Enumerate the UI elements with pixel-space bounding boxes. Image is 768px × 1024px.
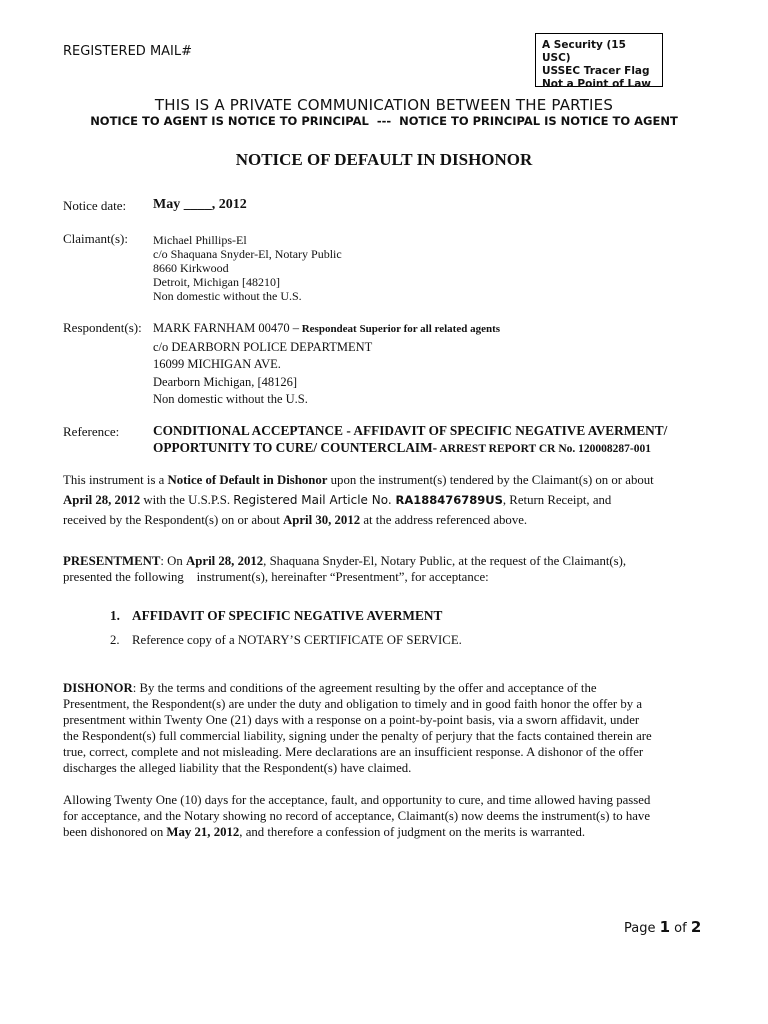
registered-mail-article-text: Registered Mail Article No. [233,493,396,507]
security-box [535,33,663,90]
reference-line-2 [153,439,667,458]
list-item-text: Reference copy of a NOTARY’S CERTIFICATE OF SERVICE. [132,633,462,647]
claimant-line: Michael Phillips-El [153,233,247,247]
respondent-address [153,320,500,409]
document-title: NOTICE OF DEFAULT IN DISHONOR [235,150,533,169]
text-run: been dishonored on [63,825,167,839]
claimant-line: c/o Shaquana Snyder-El, Notary Public [153,247,342,261]
text-run: : On [160,554,187,568]
reference-line: CONDITIONAL ACCEPTANCE - AFFIDAVIT OF SPECIFIC NEGATIVE AVERMENT/ [153,423,668,438]
security-box-line: Not a Point of Law [542,78,651,90]
dishonor-date: May 21, 2012 [166,825,240,839]
claimant-line: Non domestic without the U.S. [153,289,302,303]
page-word: Page [624,921,660,936]
text-run: This instrument is a [63,473,168,487]
claimant-address [153,233,342,303]
registered-mail-label: REGISTERED MAIL# [63,44,193,59]
claimant-line: Detroit, Michigan [48210] [153,275,280,289]
article-number: RA188476789US [395,493,503,507]
respondent-line: 16099 MICHIGAN AVE. [153,357,281,371]
list-item-text: AFFIDAVIT OF SPECIFIC NEGATIVE AVERMENT [132,608,443,623]
text-run: upon the instrument(s) tendered by the Claimant(s) on or about [327,473,654,487]
agent-principal-line: NOTICE TO AGENT IS NOTICE TO PRINCIPAL --- NOTICE TO PRINCIPAL IS NOTICE TO AGENT [90,114,678,128]
dishonor-line: true, correct, complete and not misleading. Mere declarations are an insufficient response. A dishonor of the offer [63,745,644,759]
tender-date: April 28, 2012 [63,493,141,507]
text-run: received by the Respondent(s) on or about [63,513,283,527]
notice-date-value: May ____, 2012 [153,197,247,212]
reference-arrest-report: ARREST REPORT CR No. 120008287-001 [437,443,651,455]
dishonor-paragraph [63,680,711,776]
respondent-line: Dearborn Michigan, [48126] [153,374,298,389]
respondent-label: Respondent(s): [63,320,142,335]
dishonor-heading: DISHONOR [63,681,133,695]
presentment-heading: PRESENTMENT [63,554,161,568]
dishonor-line: discharges the alleged liability that the Respondent(s) have claimed. [63,761,412,775]
page-number [624,918,701,936]
text-run: with the U.S.P.S. [140,493,234,507]
dishonor-line: Presentment, the Respondent(s) are under the duty and obligation to timely and in good faith honor the offer by a [63,697,643,711]
private-communication-heading: THIS IS A PRIVATE COMMUNICATION BETWEEN THE PARTIES [154,96,614,114]
reference-counterclaim: OPPORTUNITY TO CURE/ COUNTERCLAIM- [153,440,438,455]
of-word: of [670,921,691,936]
notice-date-label: Notice date: [63,198,127,213]
allowing-line: Allowing Twenty One (10) days for the acceptance, fault, and opportunity to cure, and time allowed having passed [63,793,651,807]
list-item [110,633,462,648]
list-item [110,608,442,624]
list-number: 1. [110,608,120,623]
dishonor-line: the Respondent(s) full commercial liability, signing under the penalty of perjury that the facts contained therein are [63,729,652,743]
dishonor-line: presentment within Twenty One (21) days with a response on a point-by-point basis, via a sworn affidavit, under [63,713,640,727]
respondent-line: c/o DEARBORN POLICE DEPARTMENT [153,339,373,354]
text-run: , Shaquana Snyder-El, Notary Public, at the request of the Claimant(s), [263,554,627,568]
list-number: 2. [110,633,120,647]
reference-value [153,422,667,458]
presentment-paragraph [63,553,711,585]
respondent-superior: Respondeat Superior for all related agents [298,323,501,335]
security-box-line: A Security (15 USC) [542,39,626,64]
notice-of-default-emphasis: Notice of Default in Dishonor [167,473,328,487]
claimant-line: 8660 Kirkwood [153,261,229,275]
current-page: 1 [659,918,671,936]
total-pages: 2 [690,918,702,936]
allowing-paragraph [63,792,711,840]
text-run: , Return Receipt, and [502,493,612,507]
text-run: at the address referenced above. [360,513,528,527]
security-box-line: USSEC Tracer Flag [542,65,650,77]
presentment-line: presented the following instrument(s), hereinafter “Presentment”, for acceptance: [63,570,489,584]
respondent-name-line [153,320,500,339]
text-run: : By the terms and conditions of the agreement resulting by the offer and acceptance of the [132,681,597,695]
reference-label: Reference: [63,424,120,439]
claimant-label: Claimant(s): [63,231,128,246]
presentment-date: April 28, 2012 [186,554,264,568]
instrument-paragraph [63,470,711,530]
respondent-line: Non domestic without the U.S. [153,392,308,406]
allowing-line: for acceptance, and the Notary showing no record of acceptance, Claimant(s) now deems the instrument(s) to have [63,809,651,823]
respondent-name: MARK FARNHAM 00470 – [153,321,299,335]
received-date: April 30, 2012 [282,513,361,527]
text-run: , and therefore a confession of judgment on the merits is warranted. [239,825,586,839]
